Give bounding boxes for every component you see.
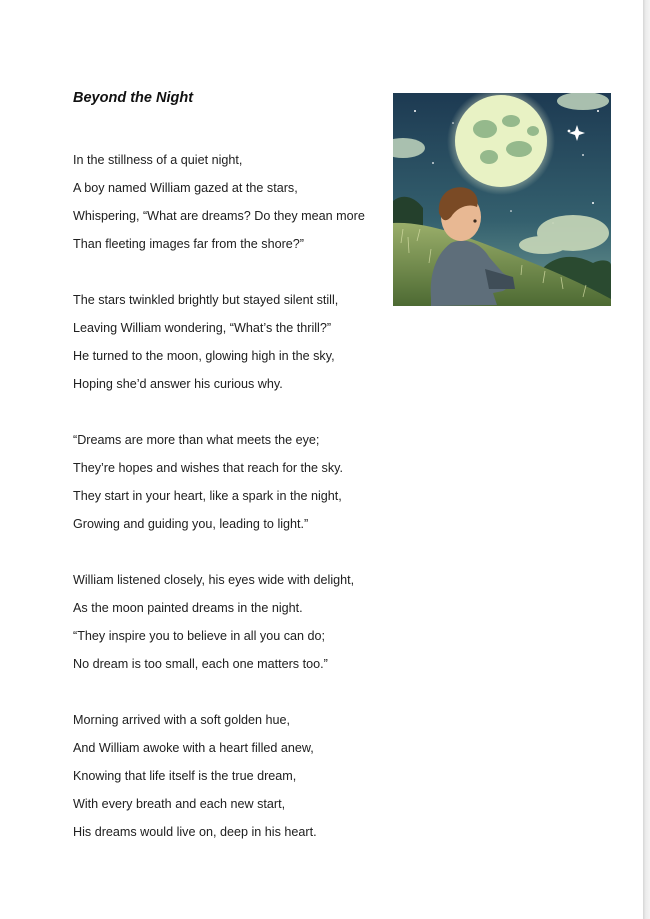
poem-line: Hoping she’d answer his curious why. [73, 377, 283, 391]
poem-line: With every breath and each new start, [73, 797, 286, 811]
poem-line: No dream is too small, each one matters too.” [73, 657, 328, 671]
poem-line: In the stillness of a quiet night, [73, 153, 243, 167]
poem-line: His dreams would live on, deep in his heart. [73, 825, 317, 839]
poem-line: A boy named William gazed at the stars, [73, 181, 298, 195]
poem-stanza [73, 566, 393, 678]
page-edge-shadow [643, 0, 650, 919]
poem-line: “They inspire you to believe in all you can do; [73, 629, 326, 643]
poem-stanza [73, 286, 393, 398]
poem-line: The stars twinkled brightly but stayed silent still, [73, 293, 339, 307]
poem-line: They’re hopes and wishes that reach for the sky. [73, 461, 343, 475]
poem-line: “Dreams are more than what meets the eye; [73, 433, 320, 447]
poem-line: Morning arrived with a soft golden hue, [73, 713, 291, 727]
moon [455, 95, 547, 187]
illustration-svg [393, 93, 611, 306]
poem-line: As the moon painted dreams in the night. [73, 601, 303, 615]
poem-line: And William awoke with a heart filled anew, [73, 741, 314, 755]
poem-line: Whispering, “What are dreams? Do they mean more [73, 209, 365, 223]
poem-title: Beyond the Night [73, 90, 194, 106]
poem-body [73, 146, 393, 874]
poem-stanza [73, 146, 393, 258]
poem-stanza [73, 426, 393, 538]
poem-line: They start in your heart, like a spark in the night, [73, 489, 342, 503]
poem-line: He turned to the moon, glowing high in the sky, [73, 349, 335, 363]
poem-line: William listened closely, his eyes wide with delight, [73, 573, 355, 587]
poem-line: Growing and guiding you, leading to light.” [73, 517, 309, 531]
poem-stanza [73, 706, 393, 846]
poem-line: Leaving William wondering, “What’s the thrill?” [73, 321, 332, 335]
poem-line: Than fleeting images far from the shore?” [73, 237, 304, 251]
boy-gazing-at-moon-illustration [393, 93, 611, 306]
poem-line: Knowing that life itself is the true dream, [73, 769, 297, 783]
